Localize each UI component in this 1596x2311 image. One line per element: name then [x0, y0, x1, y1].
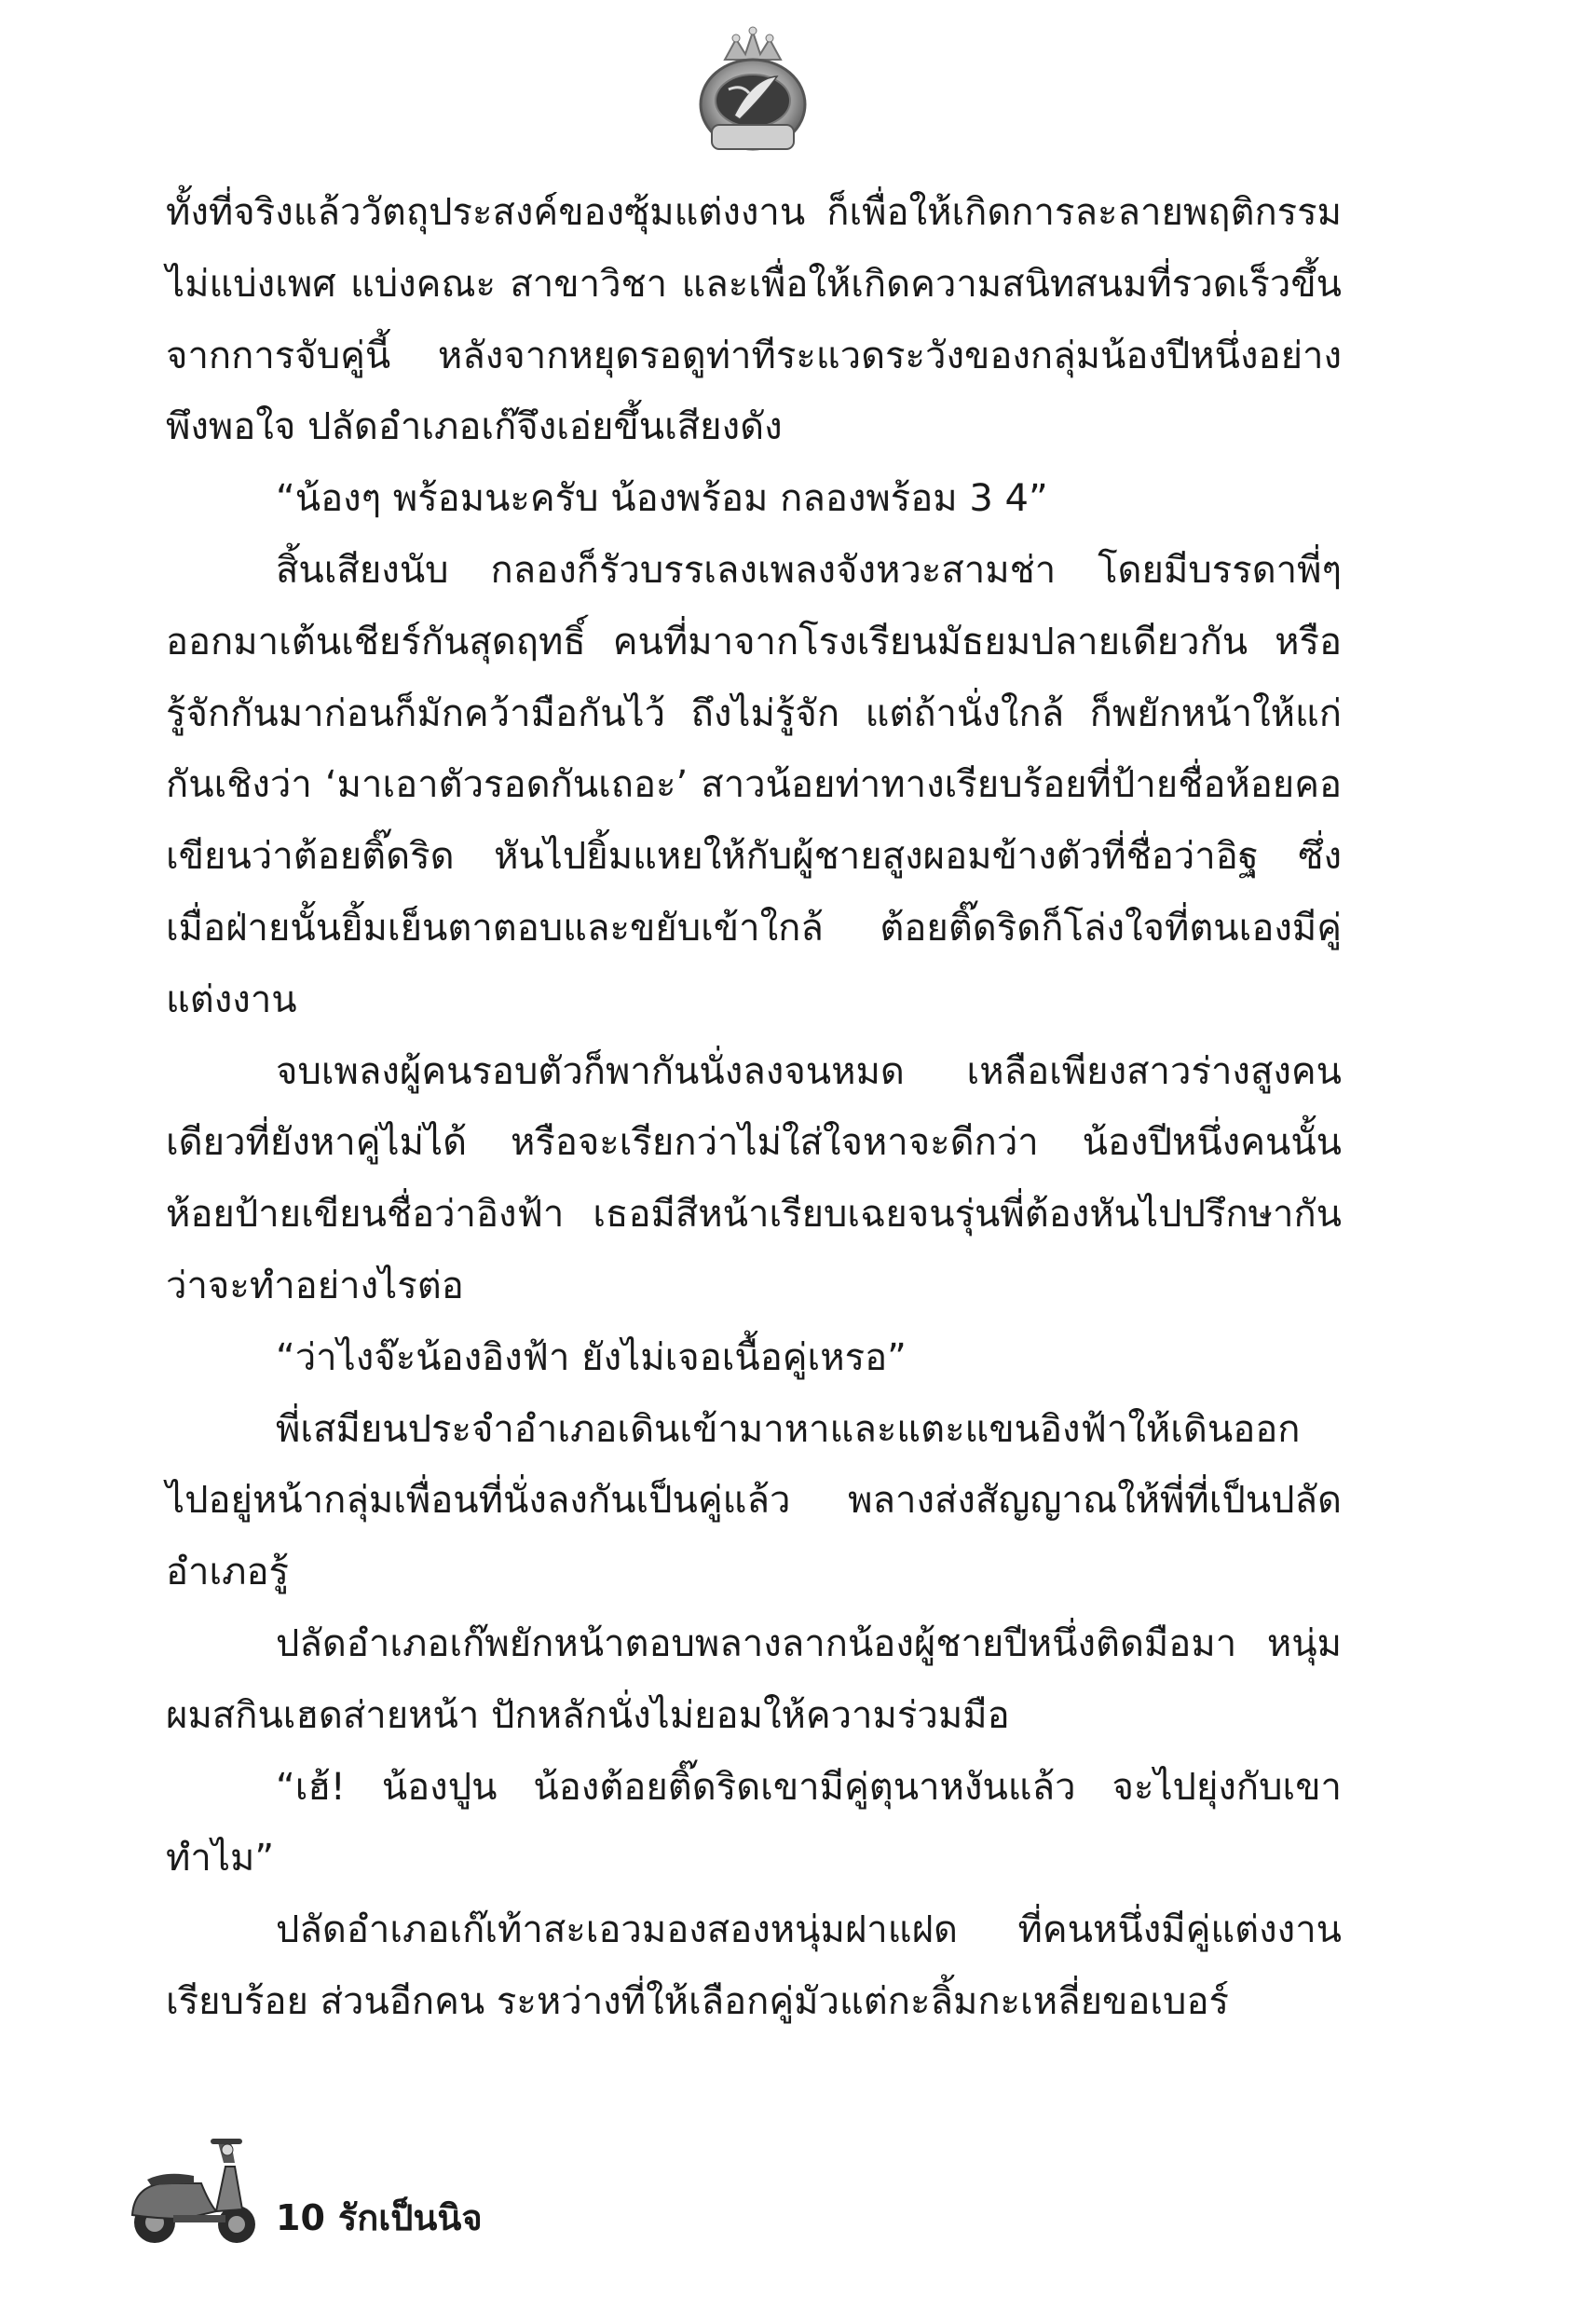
- crown-emblem-icon: [688, 22, 818, 162]
- body-text: [166, 177, 1342, 2038]
- paragraph: “เฮ้! น้องปูน น้องต้อยติ๊ดริดเขามีคู่ตุนาหงันแล้ว จะไปยุ่งกับเขาทำไม”: [166, 1765, 1342, 1880]
- paragraph: จบเพลงผู้คนรอบตัวก็พากันนั่งลงจนหมด เหลือเพียงสาวร่างสูงคนเดียวที่ยังหาคู่ไม่ได้ หรือจะเรียกว่าไม่ใส่ใจหาจะดีกว่า น้องปีหนึ่งคนนั้นห้อยป้ายเขียนชื่อว่าอิงฟ้า เธอมีสีหน้าเรียบเฉยจนรุ่นพี่ต้องหันไปปรึกษากันว่าจะทำอย่างไรต่อ: [166, 1049, 1342, 1307]
- page-number: 10: [276, 2197, 325, 2238]
- publisher-logo: [688, 22, 818, 162]
- paragraph: ปลัดอำเภอเก๊พยักหน้าตอบพลางลากน้องผู้ชายปีหนึ่งติดมือมา หนุ่มผมสกินเฮดส่ายหน้า ปักหลักนั่งไม่ยอมให้ความร่วมมือ: [166, 1621, 1342, 1737]
- paragraph: “น้องๆ พร้อมนะครับ น้องพร้อม กลองพร้อม 3 4”: [276, 477, 1048, 521]
- paragraph: ทั้งที่จริงแล้ววัตถุประสงค์ของซุ้มแต่งงาน ก็เพื่อให้เกิดการละลายพฤติกรรม ไม่แบ่งเพศ แบ่งคณะ สาขาวิชา และเพื่อให้เกิดความสนิทสนมที่รวดเร็วขึ้นจากการจับคู่นี้ หลังจากหยุดรอดูท่าทีระแวดระวังของกลุ่มน้องปีหนึ่งอย่างพึงพอใจ ปลัดอำเภอเก๊จึงเอ่ยขึ้นเสียงดัง: [166, 191, 1342, 449]
- paragraph: สิ้นเสียงนับ กลองก็รัวบรรเลงเพลงจังหวะสามช่า โดยมีบรรดาพี่ๆ ออกมาเต้นเชียร์กันสุดฤทธิ์ คนที่มาจากโรงเรียนมัธยมปลายเดียวกัน หรือรู้จักกันมาก่อนก็มักคว้ามือกันไว้ ถึงไม่รู้จัก แต่ถ้านั่งใกล้ ก็พยักหน้าให้แก่กันเชิงว่า ‘มาเอาตัวรอดกันเถอะ’ สาวน้อยท่าทางเรียบร้อยที่ป้ายชื่อห้อยคอเขียนว่าต้อยติ๊ดริด หันไปยิ้มแหยให้กับผู้ชายสูงผอมข้างตัวที่ชื่อว่าอิฐ ซึ่งเมื่อฝ่ายนั้นยิ้มเย็นตาตอบและขยับเข้าใกล้ ต้อยติ๊ดริดก็โล่งใจที่ตนเองมีคู่แต่งงาน: [166, 548, 1342, 1021]
- footer-label: [276, 2195, 496, 2241]
- paragraph: ปลัดอำเภอเก๊เท้าสะเอวมองสองหนุ่มฝาแฝด ที่คนหนึ่งมีคู่แต่งงานเรียบร้อย ส่วนอีกคน ระหว่างที่ให้เลือกคู่มัวแต่กะลิ้มกะเหลี่ยขอเบอร์: [166, 1908, 1342, 2023]
- paragraph: “ว่าไงจ๊ะน้องอิงฟ้า ยังไม่เจอเนื้อคู่เหรอ”: [276, 1335, 907, 1379]
- book-title: รักเป็นนิจ: [337, 2197, 483, 2238]
- page-footer: [119, 2129, 678, 2260]
- scooter-icon: [119, 2129, 268, 2250]
- paragraph: พี่เสมียนประจำอำเภอเดินเข้ามาหาและแตะแขนอิงฟ้าให้เดินออกไปอยู่หน้ากลุ่มเพื่อนที่นั่งลงกันเป็นคู่แล้ว พลางส่งสัญญาณให้พี่ที่เป็นปลัดอำเภอรู้: [166, 1407, 1342, 1594]
